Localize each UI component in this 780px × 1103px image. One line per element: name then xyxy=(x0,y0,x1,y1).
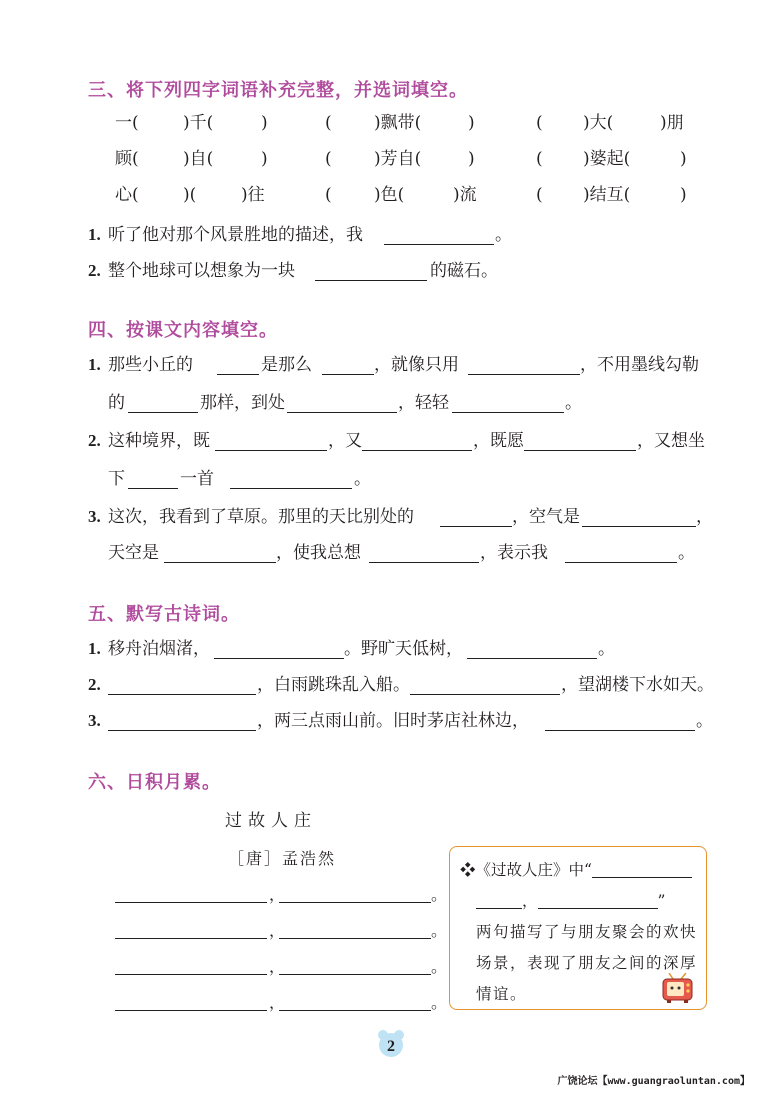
note-text: ， xyxy=(522,892,538,910)
answer-blank[interactable] xyxy=(164,542,276,563)
answer-blank[interactable] xyxy=(279,952,431,975)
idiom-part: )结互( xyxy=(583,185,631,205)
question-number: 2. xyxy=(88,431,101,450)
answer-blank[interactable] xyxy=(128,468,178,489)
question-text: 。 xyxy=(354,469,371,489)
comma: ， xyxy=(269,993,286,1012)
idiom-part: )往 xyxy=(241,185,265,205)
poem-line-2 xyxy=(115,916,448,940)
question-text: ，又 xyxy=(328,431,362,451)
answer-blank[interactable] xyxy=(545,710,695,731)
answer-blank[interactable] xyxy=(452,392,564,413)
question-text: 是那么 xyxy=(261,355,312,375)
question-text: 的 xyxy=(108,393,125,413)
answer-blank[interactable] xyxy=(115,880,267,903)
answer-blank[interactable] xyxy=(315,260,427,281)
question-text: 一首 xyxy=(180,469,214,489)
s4-question-2-line-1 xyxy=(0,426,780,456)
answer-blank[interactable] xyxy=(468,354,580,375)
question-text: ，既愿 xyxy=(473,431,524,451)
question-text: 的磁石。 xyxy=(430,261,498,281)
idiom-part: ( xyxy=(536,149,543,169)
idiom-part: ( xyxy=(536,185,543,205)
answer-blank[interactable] xyxy=(565,542,677,563)
idiom-part: )自( xyxy=(183,149,214,169)
question-text: 移舟泊烟渚， xyxy=(108,639,210,659)
question-text: 听了他对那个风景胜地的描述，我 xyxy=(108,225,363,245)
answer-blank[interactable] xyxy=(369,542,479,563)
answer-blank[interactable] xyxy=(582,506,696,527)
idiom-part: ) xyxy=(261,149,268,169)
s5-question-1 xyxy=(0,634,780,664)
idiom-part: ) xyxy=(261,113,268,133)
question-text: ，又想坐 xyxy=(637,431,705,451)
idiom-part: ( xyxy=(325,113,332,133)
tv-icon xyxy=(661,973,695,1003)
note-line-1 xyxy=(460,855,692,886)
note-description: 两句描写了与朋友聚会的欢快场景，表现了朋友之间的深厚情谊。 xyxy=(476,923,698,1003)
question-number: 2. xyxy=(88,261,101,280)
question-text: ，就像只用 xyxy=(374,355,459,375)
answer-blank[interactable] xyxy=(592,857,692,878)
idiom-part: ) xyxy=(680,149,687,169)
period: 。 xyxy=(431,957,448,976)
answer-blank[interactable] xyxy=(467,638,597,659)
poem-author: ［唐］孟浩然 xyxy=(228,849,337,868)
section-5-title: 五、默写古诗词。 xyxy=(88,604,240,625)
question-text: ，两三点雨山前。旧时茅店社林边， xyxy=(257,711,529,731)
answer-blank[interactable] xyxy=(524,430,636,451)
comma: ， xyxy=(269,957,286,976)
question-text: 。 xyxy=(696,711,713,731)
question-text: 。 xyxy=(598,639,615,659)
answer-blank[interactable] xyxy=(115,988,267,1011)
answer-blank[interactable] xyxy=(279,880,431,903)
answer-blank[interactable] xyxy=(279,988,431,1011)
answer-blank[interactable] xyxy=(476,888,522,909)
section-6-title: 六、日积月累。 xyxy=(88,772,221,793)
s4-question-2-line-2 xyxy=(0,464,780,494)
answer-blank[interactable] xyxy=(410,674,560,695)
idiom-part: )流 xyxy=(453,185,477,205)
s4-question-1-line-1 xyxy=(0,350,780,380)
answer-blank[interactable] xyxy=(538,888,658,909)
answer-blank[interactable] xyxy=(384,224,494,245)
question-text: ，空气是 xyxy=(512,507,580,527)
s4-question-3-line-1 xyxy=(0,502,780,532)
poem-title: 过故人庄 xyxy=(225,811,317,831)
question-text: ，不用墨线勾勒 xyxy=(580,355,699,375)
question-text: ，望湖楼下水如天。 xyxy=(561,675,714,695)
note-line-2 xyxy=(476,886,665,917)
section-4-title: 四、按课文内容填空。 xyxy=(88,320,278,341)
question-text: 。野旷天低树， xyxy=(344,639,463,659)
idiom-part: 顾( xyxy=(115,149,139,169)
question-text: 天空是 xyxy=(108,543,159,563)
question-number: 1. xyxy=(88,639,101,658)
idiom-part: )色( xyxy=(374,185,405,205)
question-number: 1. xyxy=(88,355,101,374)
question-number: 1. xyxy=(88,225,101,244)
idiom-part: )朋 xyxy=(660,113,684,133)
answer-blank[interactable] xyxy=(322,354,374,375)
idiom-part: ( xyxy=(325,185,332,205)
question-text: ， xyxy=(696,507,713,527)
idiom-part: 一( xyxy=(115,113,139,133)
answer-blank[interactable] xyxy=(108,674,256,695)
question-text: 这种境界，既 xyxy=(108,431,210,451)
s5-question-2 xyxy=(0,670,780,700)
period: 。 xyxy=(431,885,448,904)
idiom-part: ) xyxy=(680,185,687,205)
question-number: 3. xyxy=(88,711,101,730)
question-text: ，白雨跳珠乱入船。 xyxy=(257,675,410,695)
answer-blank[interactable] xyxy=(115,952,267,975)
s4-question-1-line-2 xyxy=(0,388,780,418)
poem-line-4 xyxy=(115,988,448,1012)
idiom-part: ) xyxy=(468,149,475,169)
question-text: ，表示我 xyxy=(480,543,548,563)
comma: ， xyxy=(269,885,286,904)
idiom-part: )婆起( xyxy=(583,149,631,169)
question-text: 。 xyxy=(565,393,582,413)
question-text: 。 xyxy=(495,225,512,245)
s3-question-1 xyxy=(0,220,780,250)
idiom-part: )大( xyxy=(583,113,614,133)
question-text: 那样，到处 xyxy=(200,393,285,413)
idiom-part: ) xyxy=(468,113,475,133)
answer-blank[interactable] xyxy=(215,430,327,451)
question-text: ，使我总想 xyxy=(276,543,361,563)
poem-line-3 xyxy=(115,952,448,976)
idiom-part: )飘带( xyxy=(374,113,422,133)
idiom-part: ( xyxy=(325,149,332,169)
note-text: ❖《过故人庄》中“ xyxy=(460,861,592,879)
answer-blank[interactable] xyxy=(287,392,397,413)
question-text: 。 xyxy=(678,543,695,563)
note-text: ” xyxy=(657,892,666,910)
answer-blank[interactable] xyxy=(115,916,267,939)
footer-watermark: 广饶论坛【www.guangraoluntan.com】 xyxy=(557,1076,750,1087)
idiom-part: )( xyxy=(183,185,197,205)
answer-blank[interactable] xyxy=(279,916,431,939)
answer-blank[interactable] xyxy=(440,506,512,527)
idiom-row-2 xyxy=(0,144,780,174)
answer-blank[interactable] xyxy=(128,392,198,413)
s4-question-3-line-2 xyxy=(0,538,780,568)
answer-blank[interactable] xyxy=(214,638,344,659)
question-text: 那些小丘的 xyxy=(108,355,193,375)
s3-question-2 xyxy=(0,256,780,286)
page-number: 2 xyxy=(387,1038,395,1055)
period: 。 xyxy=(431,921,448,940)
s5-question-3 xyxy=(0,706,780,736)
answer-blank[interactable] xyxy=(217,354,259,375)
question-text: 整个地球可以想象为一块 xyxy=(108,261,295,281)
idiom-part: )千( xyxy=(183,113,214,133)
idiom-part: 心( xyxy=(115,185,139,205)
poem-line-1 xyxy=(115,880,448,904)
idiom-row-1 xyxy=(0,108,780,138)
section-3-title: 三、将下列四字词语补充完整，并选词填空。 xyxy=(88,80,468,101)
idiom-row-3 xyxy=(0,180,780,210)
question-text: ，轻轻 xyxy=(398,393,449,413)
idiom-part: )芳自( xyxy=(374,149,422,169)
question-text: 下 xyxy=(108,469,125,489)
question-number: 3. xyxy=(88,507,101,526)
answer-blank[interactable] xyxy=(230,468,352,489)
note-box xyxy=(449,846,707,1010)
period: 。 xyxy=(431,993,448,1012)
page-number-badge xyxy=(376,1028,406,1058)
idiom-part: ( xyxy=(536,113,543,133)
question-number: 2. xyxy=(88,675,101,694)
question-text: 这次，我看到了草原。那里的天比别处的 xyxy=(108,507,414,527)
answer-blank[interactable] xyxy=(362,430,472,451)
comma: ， xyxy=(269,921,286,940)
answer-blank[interactable] xyxy=(108,710,256,731)
